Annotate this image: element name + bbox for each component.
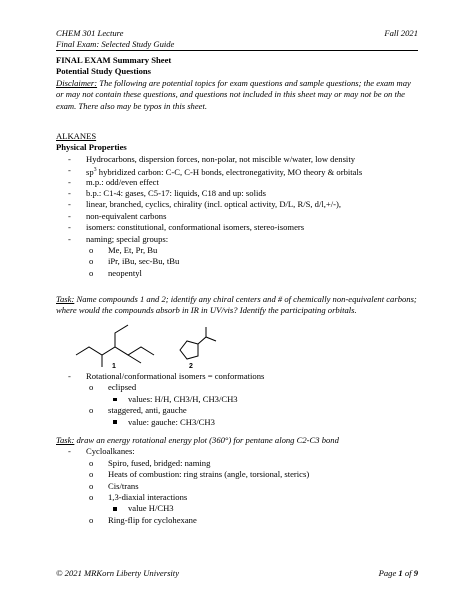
document-subtitle: Potential Study Questions — [56, 66, 152, 77]
list-item: staggered, anti, gauche — [108, 405, 187, 416]
list-item: Me, Et, Pr, Bu — [108, 245, 158, 255]
header-divider — [56, 50, 418, 51]
list-item: Hydrocarbons, dispersion forces, non-polar, not miscible w/water, low density — [86, 153, 355, 164]
bullet-dash: - — [68, 199, 71, 210]
subsection-heading: Physical Properties — [56, 142, 127, 153]
list-item: linear, branched, cyclics, chirality (incl. optical activity, D/L, R/S, d/l,+/-), — [86, 199, 341, 210]
bullet-dash: - — [68, 210, 71, 221]
list-item: Ring-flip for cyclohexane — [108, 514, 197, 525]
compound-2-label: 2 — [189, 363, 193, 369]
compound-2-structure — [180, 327, 216, 359]
bullet-dash: - — [68, 188, 71, 198]
list-item: 1,3-diaxial interactions — [108, 492, 188, 502]
bullet-square — [113, 503, 117, 514]
list-item: Cis/trans — [108, 480, 139, 491]
bullet-dash: - — [68, 371, 71, 381]
task-text: draw an energy rotational energy plot (360°) for pentane along C2-C3 bond — [74, 435, 339, 445]
document-name: Final Exam: Selected Study Guide — [56, 39, 175, 49]
bullet-circle: o — [89, 382, 94, 393]
task-label: Task: — [56, 435, 75, 445]
list-item: iPr, iBu, sec-Bu, tBu — [108, 256, 180, 267]
list-item: Spiro, fused, bridged: naming — [108, 457, 211, 468]
bullet-square — [113, 417, 117, 428]
list-item: $sp^3$ hybridized carbon: C-C, C-H bonds, electronegativity, MO theory & orbitals — [86, 167, 363, 178]
bullet-dash: - — [68, 153, 71, 164]
bullet-circle: o — [89, 256, 94, 267]
list-item: value: gauche: CH3/CH3 — [128, 416, 215, 427]
page-number: Page 1 of 9 — [378, 568, 418, 578]
disclaimer — [56, 78, 418, 112]
list-item: values: H/H, CH3/H, CH3/CH3 — [128, 393, 238, 404]
bullet-square — [113, 394, 117, 405]
course-name: CHEM 301 Lecture — [56, 28, 124, 38]
compound-1-structure — [76, 325, 154, 367]
list-item: Heats of combustion: ring strains (angle, torsional, sterics) — [108, 469, 310, 480]
bullet-circle: o — [89, 480, 94, 491]
term: Fall 2021 — [384, 28, 418, 38]
bullet-circle: o — [89, 267, 94, 278]
bullet-circle: o — [89, 514, 94, 525]
list-item: isomers: constitutional, conformational isomers, stereo-isomers — [86, 222, 305, 233]
bullet-circle: o — [89, 405, 94, 416]
list-item: eclipsed — [108, 382, 137, 393]
document-title: FINAL EXAM Summary Sheet — [56, 55, 172, 65]
copyright: © 2021 MRKorn Liberty University — [56, 568, 180, 578]
list-item: m.p.: odd/even effect — [86, 176, 159, 187]
list-item: Cycloalkanes: — [86, 446, 135, 457]
task-1 — [56, 294, 418, 317]
bullet-dash: - — [68, 165, 71, 176]
section-heading: ALKANES — [56, 131, 97, 141]
task-label: Task: — [56, 294, 75, 304]
list-item: non-equivalent carbons — [86, 210, 167, 221]
page-footer — [56, 568, 418, 578]
bullet-dash: - — [68, 222, 71, 233]
disclaimer-label: Disclaimer: — [56, 77, 98, 88]
disclaimer-text: The following are potential topics for exam questions and sample questions; the exam may or may not contain these questions, and questions not included in this sheet may or may not be on the exam. There also may be typos in this sheet. — [56, 77, 411, 111]
list-item: Rotational/conformational isomers = conformations — [86, 371, 265, 381]
list-item: value H/CH3 — [128, 503, 174, 514]
bullet-dash: - — [68, 176, 71, 187]
task-2 — [56, 435, 339, 446]
bullet-dash: - — [68, 233, 71, 244]
list-item: naming; special groups: — [86, 233, 169, 244]
bullet-circle: o — [89, 492, 94, 502]
bullet-circle: o — [89, 469, 94, 480]
list-item: b.p.: C1-4: gases, C5-17: liquids, C18 and up: solids — [86, 188, 266, 198]
bullet-circle: o — [89, 457, 94, 468]
structures-figure — [56, 323, 418, 369]
task-text: Name compounds 1 and 2; identify any chiral centers and # of chemically non-equivalent carbons; where would the compounds absorb in IR in UV/vis? Identify the participating orbitals. — [56, 294, 417, 316]
bullet-circle: o — [89, 245, 94, 255]
list-item: neopentyl — [108, 267, 142, 278]
bullet-dash: - — [68, 446, 71, 457]
compound-1-label: 1 — [112, 363, 116, 369]
